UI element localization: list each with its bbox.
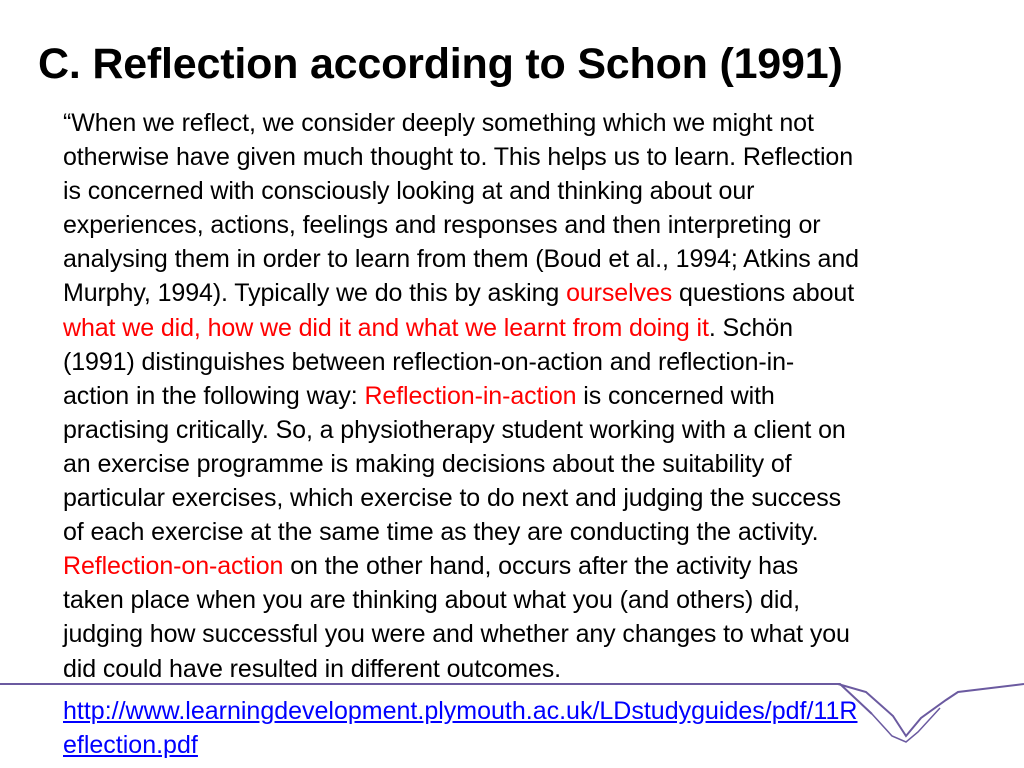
quote-text: judging how successful you were and whether any changes to what you [63,620,850,649]
quote-line [63,311,993,345]
quote-text: taken place when you are thinking about what you (and others) did, [63,586,800,615]
quote-line [63,276,993,310]
quote-line [63,447,993,481]
slide-title: C. Reflection according to Schon (1991) [38,40,843,88]
quote-text: did could have resulted in different outcomes. [63,654,562,683]
highlighted-phrase: ourselves [566,279,673,308]
source-link-text[interactable]: http://www.learningdevelopment.plymouth.ac.uk/LDstudyguides/pdf/11R [63,697,858,725]
quote-line [63,413,993,447]
quote-text: questions about [672,279,855,308]
quote-text: Murphy, 1994). Typically we do this by asking [63,279,567,308]
quote-line [63,481,993,515]
quote-line [63,549,993,583]
quote-text: practising critically. So, a physiotherapy student working with a client on [63,415,846,444]
source-link-text[interactable]: eflection.pdf [63,731,198,759]
highlighted-phrase: what we did, how we did it and what we learnt from doing it [63,313,709,342]
source-link[interactable] [63,694,993,762]
highlighted-phrase: Reflection-on-action [63,552,284,581]
quote-line [63,617,993,651]
quote-line [63,583,993,617]
quote-text: “When we reflect, we consider deeply something which we might not [63,109,814,137]
quote-line [63,515,993,549]
quote-paragraph [63,106,993,686]
quote-text: particular exercises, which exercise to do next and judging the success [63,484,842,513]
quote-text: is concerned with [576,381,775,410]
quote-line [63,345,993,379]
quote-line [63,174,993,208]
highlighted-phrase: Reflection-in-action [364,381,577,410]
quote-text: action in the following way: [63,381,365,410]
quote-line [63,242,993,276]
quote-text: (1991) distinguishes between reflection-on-action and reflection-in- [63,347,795,376]
quote-text: otherwise have given much thought to. This helps us to learn. Reflection [63,143,854,172]
quote-text: on the other hand, occurs after the activity has [283,552,799,581]
quote-text: analysing them in order to learn from them (Boud et al., 1994; Atkins and [63,245,859,274]
quote-line [63,208,993,242]
quote-text: an exercise programme is making decisions about the suitability of [63,449,792,478]
quote-text: is concerned with consciously looking at and thinking about our [63,177,755,206]
quote-line [63,140,993,174]
quote-line [63,106,993,140]
quote-line [63,652,993,686]
quote-text: of each exercise at the same time as they are conducting the activity. [63,518,819,547]
quote-text: experiences, actions, feelings and responses and then interpreting or [63,211,821,240]
quote-line [63,379,993,413]
quote-text: . Schön [708,313,793,342]
